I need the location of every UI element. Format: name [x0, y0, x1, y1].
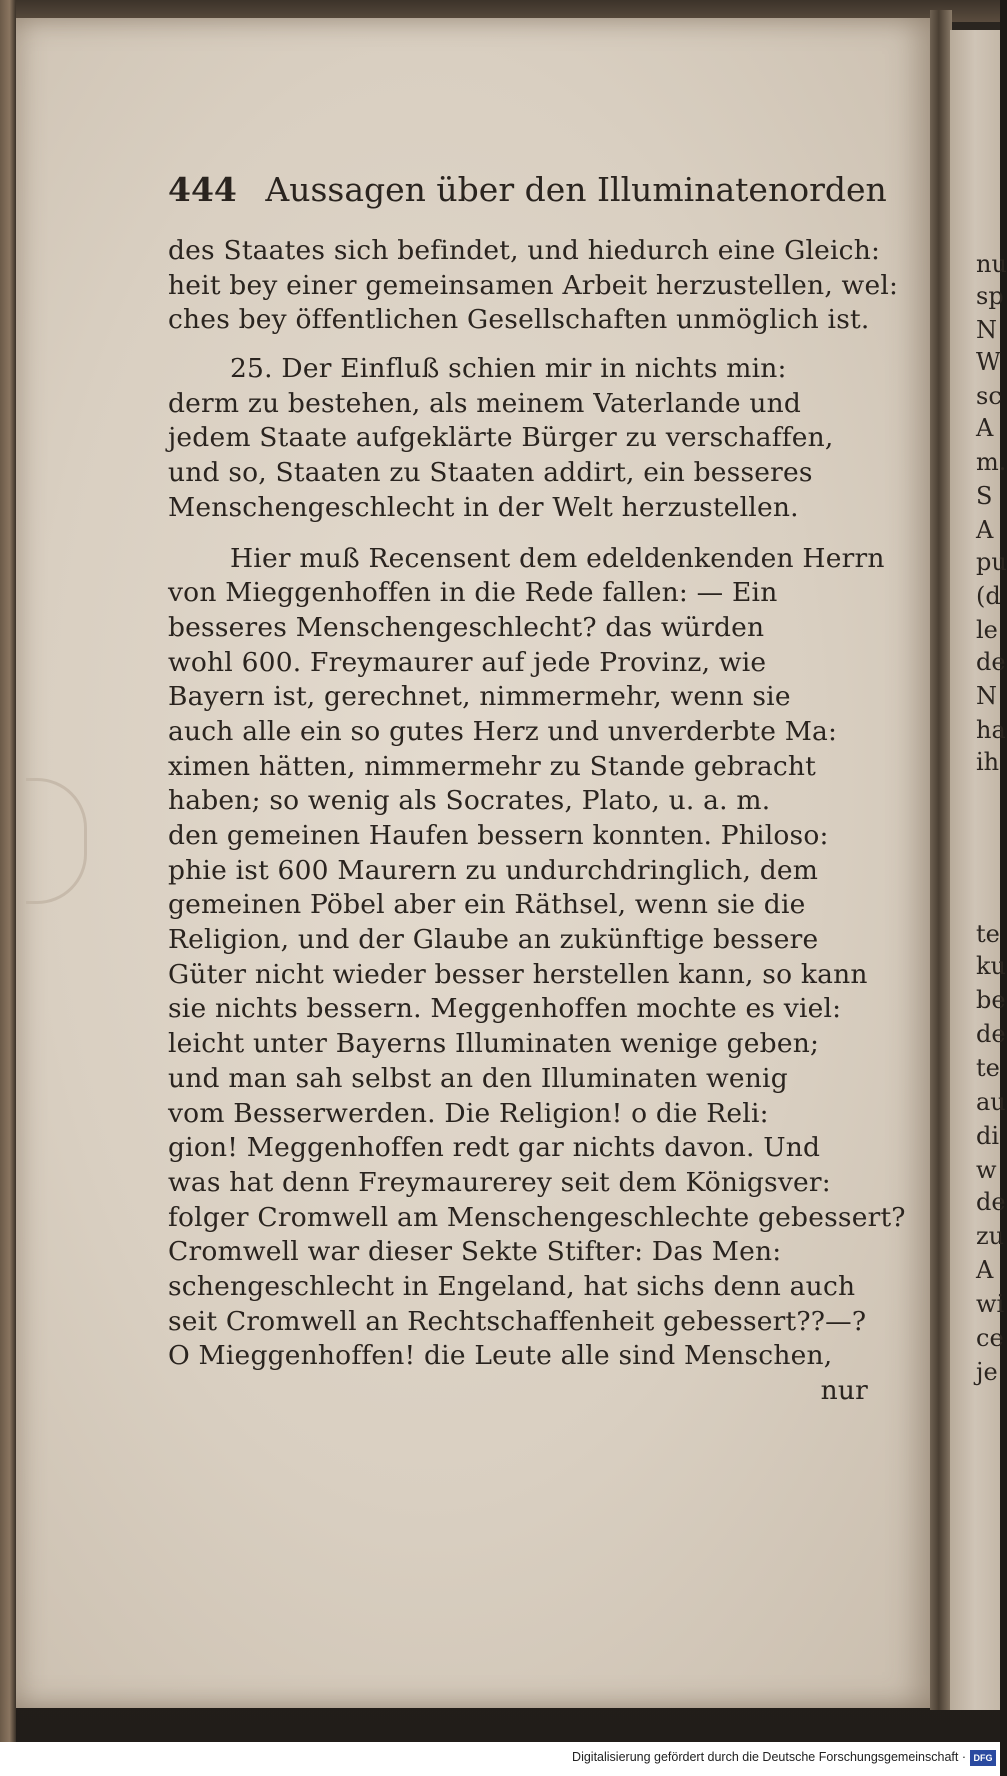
next-page-fragment: ha [976, 716, 1006, 744]
text-line: derm zu bestehen, als meinem Vaterlande und [168, 387, 802, 419]
next-page-fragment: te [976, 1054, 1000, 1082]
next-page-fragment: be [976, 986, 1006, 1014]
text-line: seit Cromwell an Rechtschaffenheit gebessert??—? [168, 1305, 867, 1337]
next-page-fragment: te [976, 920, 1000, 948]
next-page-fragment: pu [976, 548, 1007, 576]
text-line: leicht unter Bayerns Illuminaten wenige geben; [168, 1028, 820, 1060]
text-line: haben; so wenig als Socrates, Plato, u. a. m. [168, 785, 771, 817]
next-page-edge [950, 30, 1007, 1710]
text-line: des Staates sich befindet, und hiedurch eine Gleich: [168, 235, 881, 266]
funding-credit: Digitalisierung gefördert durch die Deutsche Forschungsgemeinschaft · [572, 1750, 966, 1764]
text-line: ches bey öffentlichen Gesellschaften unmöglich ist. [168, 304, 870, 336]
book-gutter [930, 10, 952, 1710]
next-page-fragment: A [976, 1256, 994, 1284]
text-line: sie nichts bessern. Meggenhoffen mochte es viel: [168, 993, 842, 1025]
text-line: was hat denn Freymaurerey seit dem Königsver: [168, 1166, 831, 1198]
next-page-fragment: ih [976, 748, 1000, 776]
text-line: ximen hätten, nimmermehr zu Stande gebracht [168, 750, 817, 782]
text-line: den gemeinen Haufen bessern konnten. Philoso: [168, 820, 829, 851]
text-line: auch alle ein so gutes Herz und unverderbte Ma: [168, 715, 838, 747]
next-page-fragment: A [976, 516, 994, 544]
text-line: Menschengeschlecht in der Welt herzustellen. [168, 491, 799, 523]
book-left-edge [0, 0, 16, 1776]
text-line: und man sah selbst an den Illuminaten wenig [168, 1062, 788, 1094]
next-page-fragment: de [976, 648, 1006, 676]
next-page-fragment: A [976, 414, 994, 442]
paragraph-1 [168, 234, 899, 338]
text-line: gemeinen Pöbel aber ein Räthsel, wenn sie die [168, 889, 806, 921]
next-page-fragment: N [976, 682, 997, 710]
text-line: heit bey einer gemeinsamen Arbeit herzustellen, wel: [168, 269, 899, 301]
next-page-fragment: de [976, 1188, 1006, 1216]
next-page-fragment: W [976, 348, 1001, 376]
text-line: jedem Staate aufgeklärte Bürger zu verschaffen, [168, 422, 834, 454]
next-page-fragment: au [976, 1088, 1006, 1116]
next-page-fragment: S [976, 482, 993, 510]
text-line: phie ist 600 Maurern zu undurchdringlich, dem [168, 854, 819, 886]
text-line: Cromwell war dieser Sekte Stifter: Das Men: [168, 1236, 782, 1268]
next-page-fragment: sp [976, 282, 1004, 310]
next-page-fragment: de [976, 1020, 1006, 1048]
next-page-fragment: N [976, 316, 997, 344]
catchword: nur [820, 1375, 868, 1406]
text-line: O Mieggenhoffen! die Leute alle sind Menschen, [168, 1340, 833, 1372]
next-page-fragment: wi [976, 1290, 1005, 1318]
text-line: Bayern ist, gerechnet, nimmermehr, wenn sie [168, 681, 791, 713]
paragraph-gap [168, 526, 868, 542]
next-page-fragment: w [976, 1156, 997, 1184]
text-line: Religion, und der Glaube an zukünftige bessere [168, 924, 819, 956]
running-title: Aussagen über den Illuminatenorden [265, 170, 887, 209]
text-line: besseres Menschengeschlecht? das würden [168, 611, 765, 643]
text-line: 25. Der Einfluß schien mir in nichts min: [230, 353, 787, 385]
page-text [168, 168, 906, 1409]
next-page-fragment: sc [976, 382, 1002, 410]
text-line: und so, Staaten zu Staaten addirt, ein besseres [168, 457, 813, 489]
running-header [168, 168, 887, 212]
page-clip-mark [26, 778, 87, 904]
next-page-fragment: m. [976, 448, 1007, 476]
next-page-fragment: je [976, 1358, 998, 1386]
next-page-fragment: le [976, 616, 998, 644]
text-line: Hier muß Recensent dem edeldenkenden Herrn [230, 542, 885, 574]
text-line: folger Cromwell am Menschengeschlechte gebessert? [168, 1201, 906, 1233]
dfg-logo: DFG [970, 1750, 996, 1766]
text-line: vom Besserwerden. Die Religion! o die Reli: [168, 1097, 769, 1129]
text-line: gion! Meggenhoffen redt gar nichts davon. Und [168, 1132, 821, 1164]
text-line: von Mieggenhoffen in die Rede fallen: — Ein [168, 577, 778, 609]
next-page-fragment: di [976, 1122, 1000, 1150]
digitization-footer [0, 1742, 1000, 1776]
paragraph-2 [168, 352, 868, 525]
page-number: 444 [168, 170, 237, 209]
next-page-fragment: nu [976, 250, 1007, 278]
paragraph-3 [168, 542, 906, 1375]
next-page-fragment: ku [976, 952, 1006, 980]
text-line: schengeschlecht in Engeland, hat sichs denn auch [168, 1270, 856, 1302]
next-page-fragment: zu [976, 1222, 1005, 1250]
paragraph-gap [168, 338, 868, 352]
next-page-fragment: ce [976, 1324, 1004, 1352]
text-line: wohl 600. Freymaurer auf jede Provinz, wie [168, 646, 767, 678]
next-page-fragment: (d [976, 582, 1001, 610]
text-line: Güter nicht wieder besser herstellen kann, so kann [168, 958, 868, 990]
